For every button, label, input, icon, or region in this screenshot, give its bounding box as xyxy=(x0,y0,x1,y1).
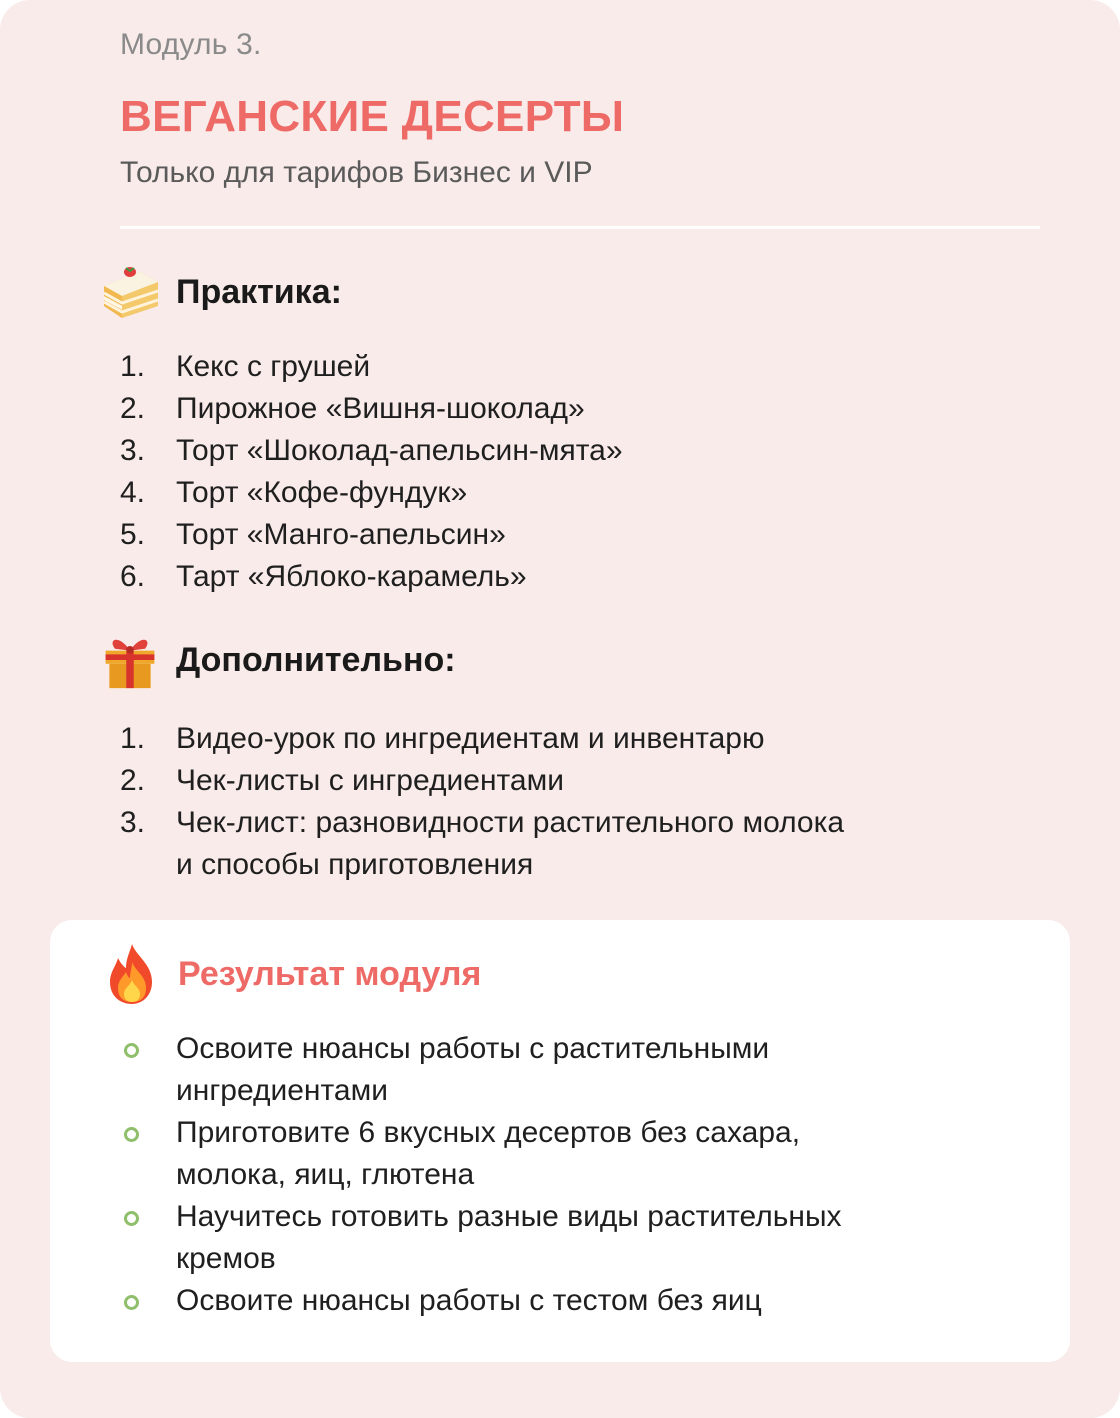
list-item: Научитесь готовить разные виды растительных кремов xyxy=(118,1196,1018,1280)
practice-list xyxy=(118,346,623,598)
list-item: 6. Тарт «Яблоко-карамель» xyxy=(120,560,527,593)
fire-icon xyxy=(102,942,162,1006)
module-label: Модуль 3. xyxy=(120,28,262,61)
list-item: Освоите нюансы работы с растительными ингредиентами xyxy=(118,1028,1018,1112)
practice-label: Практика: xyxy=(176,272,342,311)
bullet-icon xyxy=(124,1295,139,1310)
divider xyxy=(120,226,1040,229)
module-title: ВЕГАНСКИЕ ДЕСЕРТЫ xyxy=(120,92,625,141)
list-item: 3. Торт «Шоколад-апельсин-мята» xyxy=(120,434,623,467)
list-item: 3. Чек-лист: разновидности растительного молока и способы приготовления xyxy=(120,806,845,881)
bullet-icon xyxy=(124,1127,139,1142)
list-item: 2. Чек-листы с ингредиентами xyxy=(120,764,564,797)
extra-list xyxy=(118,718,844,886)
extra-heading xyxy=(100,630,456,690)
result-heading xyxy=(102,942,481,1006)
tariff-note: Только для тарифов Бизнес и VIP xyxy=(120,156,593,189)
list-item: Приготовите 6 вкусных десертов без сахара, молока, яиц, глютена xyxy=(118,1112,1018,1196)
result-list xyxy=(118,1028,1018,1322)
bullet-icon xyxy=(124,1043,139,1058)
result-card xyxy=(50,920,1070,1362)
bullet-icon xyxy=(124,1211,139,1226)
list-item: 1. Кекс с грушей xyxy=(120,350,371,383)
list-item: Освоите нюансы работы с тестом без яиц xyxy=(118,1280,1018,1322)
cake-slice-icon xyxy=(100,262,160,322)
gift-box-icon xyxy=(100,630,160,690)
extra-label: Дополнительно: xyxy=(176,640,456,679)
list-item: 1. Видео-урок по ингредиентам и инвентарю xyxy=(120,722,765,755)
practice-heading xyxy=(100,262,342,322)
list-item: 2. Пирожное «Вишня-шоколад» xyxy=(120,392,585,425)
list-item: 5. Торт «Манго-апельсин» xyxy=(120,518,506,551)
result-label: Результат модуля xyxy=(178,954,482,993)
list-item: 4. Торт «Кофе-фундук» xyxy=(120,476,468,509)
